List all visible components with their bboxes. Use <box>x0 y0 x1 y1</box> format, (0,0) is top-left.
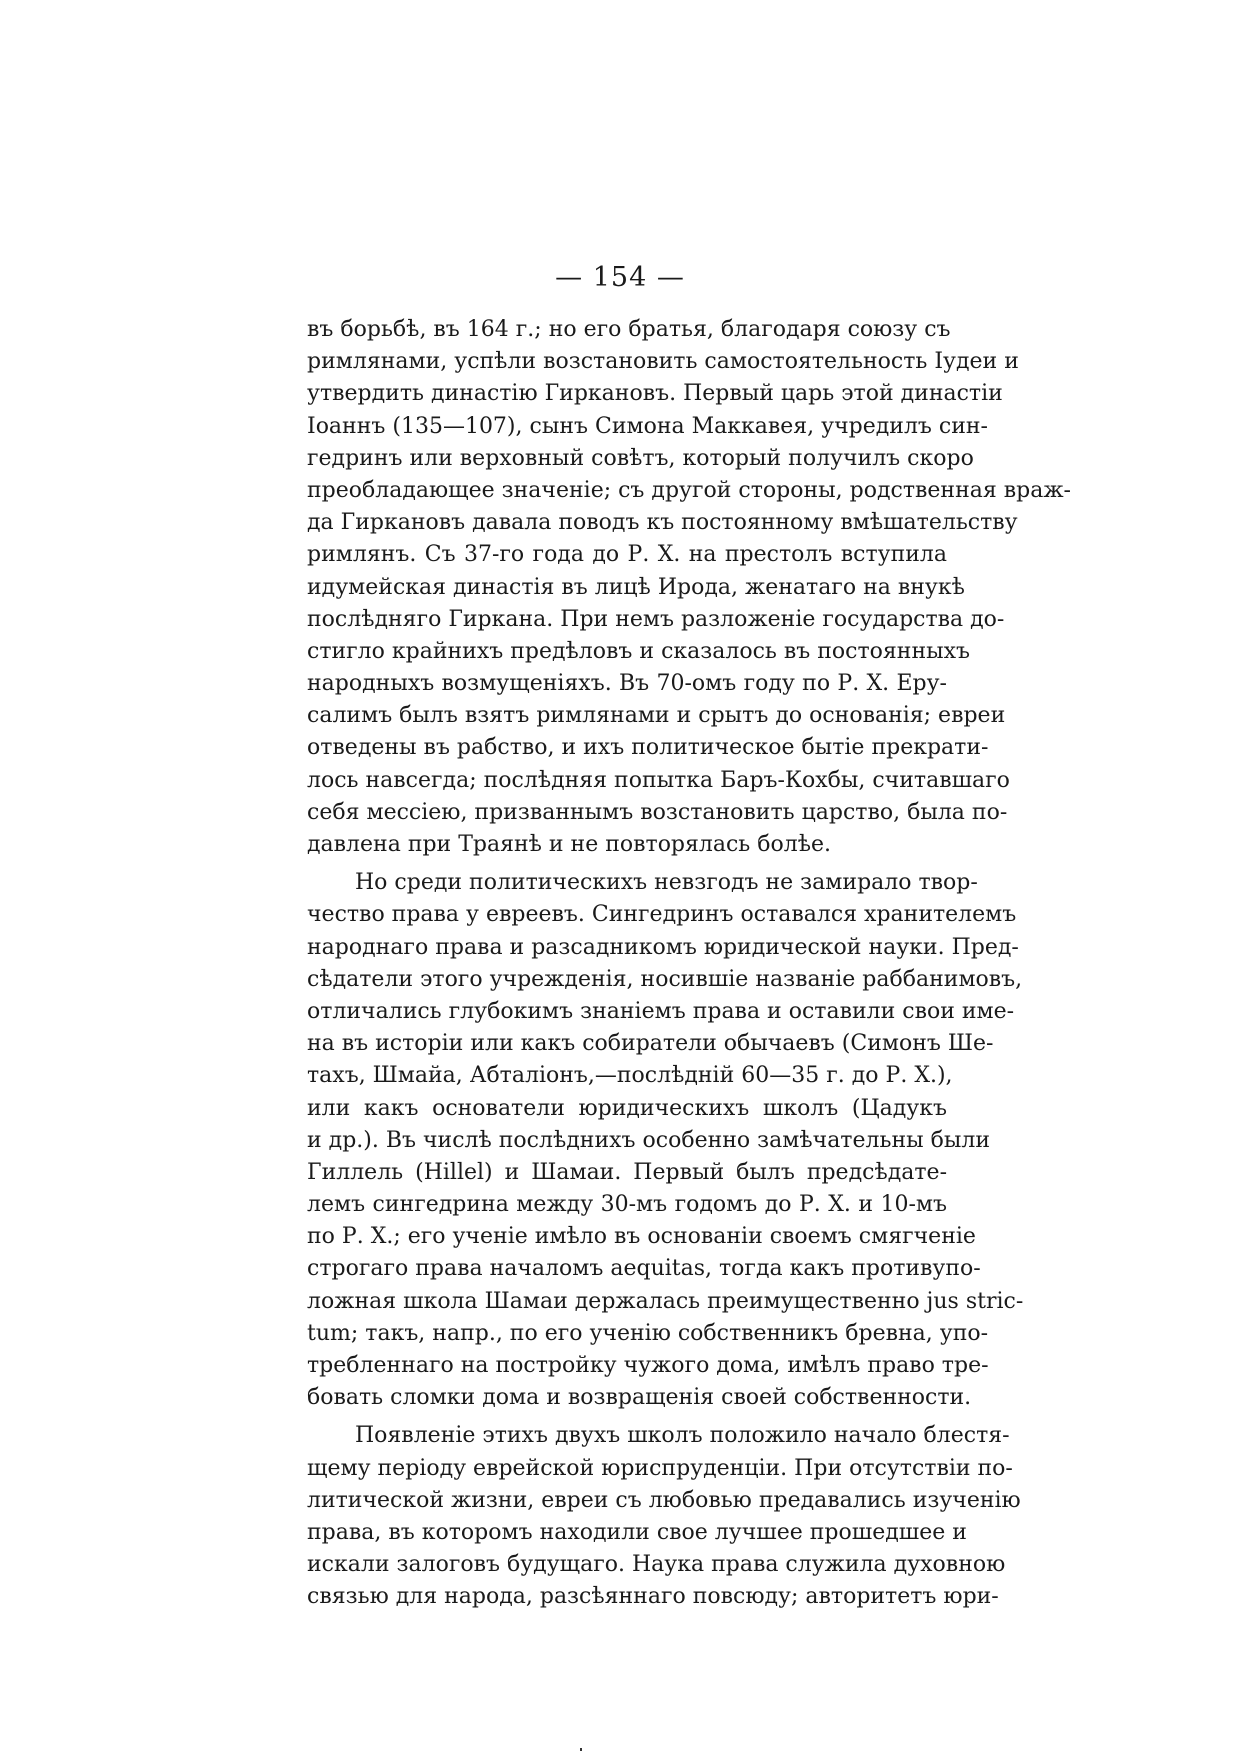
text-line: бовать сломки дома и возвращенія своей собственности. <box>307 1385 972 1411</box>
text-line: Но среди политическихъ невзгодъ не замирало твор- <box>355 870 978 896</box>
text-line: сѣдатели этого учрежденія, носившіе названіе раббанимовъ, <box>307 966 1023 992</box>
text-line: связью для народа, разсѣяннаго повсюду; авторитетъ юри- <box>307 1584 999 1610</box>
text-line: отведены въ рабство, и ихъ политическое бытіе прекрати- <box>307 735 989 761</box>
text-line: tum; такъ, напр., по его ученію собственникъ бревна, упо- <box>307 1320 989 1346</box>
text-line: Гиллель (Hillel) и Шамаи. Первый былъ предсѣдате- <box>307 1159 947 1185</box>
text-line: Іоаннъ (135—107), сынъ Симона Маккавея, учредилъ син- <box>307 413 988 439</box>
text-line: щему періоду еврейской юриспруденціи. При отсутствіи по- <box>307 1455 1013 1481</box>
page-number: — 154 — <box>555 262 685 293</box>
text-line: народнаго права и разсадникомъ юридической науки. Пред- <box>307 934 1019 960</box>
text-line: да Гиркановъ давала поводъ къ постоянному вмѣшательству <box>307 510 1018 536</box>
text-line: тахъ, Шмайа, Абталіонъ,—послѣдній 60—35 г. до Р. Х.), <box>307 1063 953 1089</box>
text-line: литической жизни, евреи съ любовью предавались изученію <box>307 1487 1021 1513</box>
text-line: требленнаго на постройку чужого дома, имѣлъ право тре- <box>307 1353 989 1378</box>
text-line: на въ исторіи или какъ собиратели обычаевъ (Симонъ Ше- <box>307 1031 994 1057</box>
text-line: себя мессіею, призваннымъ возстановить царство, была по- <box>307 799 1008 825</box>
text-line: народныхъ возмущеніяхъ. Въ 70-омъ году по Р. Х. Еру- <box>307 671 947 697</box>
text-line: идумейская династія въ лицѣ Ирода, женатаго на внукѣ <box>307 574 965 600</box>
text-line: или какъ основатели юридическихъ школъ (Цадукъ <box>307 1095 947 1121</box>
text-line: лемъ сингедрина между 30-мъ годомъ до Р. Х. и 10-мъ <box>307 1192 947 1218</box>
text-line: стигло крайнихъ предѣловъ и сказалось въ постоянныхъ <box>307 638 971 664</box>
text-line: салимъ былъ взятъ римлянами и срытъ до основанія; евреи <box>307 703 1006 729</box>
text-line: строгаго права началомъ aequitas, тогда какъ противупо- <box>307 1256 981 1282</box>
paragraph-2 <box>307 867 1024 1414</box>
text-line: гедринъ или верховный совѣтъ, который получилъ скоро <box>307 445 974 471</box>
text-line: искали залоговъ будущаго. Наука права служила духовною <box>307 1552 1006 1578</box>
text-line: и др.). Въ числѣ послѣднихъ особенно замѣчательны были <box>307 1127 991 1153</box>
text-line: преобладающее значеніе; съ другой стороны, родственная враж- <box>307 477 1071 503</box>
text-line: лось навсегда; послѣдняя попытка Баръ-Кохбы, считавшаго <box>307 767 1010 793</box>
text-line: по Р. Х.; его ученіе имѣло въ основаніи своемъ смягченіе <box>307 1224 976 1250</box>
print-speck <box>580 1748 582 1751</box>
text-line: утвердить династію Гиркановъ. Первый царь этой династіи <box>307 381 1003 407</box>
text-line: ложная школа Шамаи держалась преимущественно jus stric- <box>307 1288 1024 1314</box>
text-line: Появленіе этихъ двухъ школъ положило начало блестя- <box>355 1423 1010 1449</box>
text-line: послѣдняго Гиркана. При немъ разложеніе государства до- <box>307 606 1005 632</box>
text-line: давлена при Траянѣ и не повторялась болѣе. <box>307 832 832 857</box>
text-line: отличались глубокимъ знаніемъ права и оставили свои име- <box>307 998 1015 1024</box>
text-line: въ борьбѣ, въ 164 г.; но его братья, благодаря союзу съ <box>307 317 951 342</box>
text-line: римлянъ. Съ 37-го года до Р. Х. на престолъ вступила <box>307 542 947 568</box>
text-line: чество права у евреевъ. Сингедринъ оставался хранителемъ <box>307 902 1017 928</box>
text-line: римлянами, успѣли возстановить самостоятельность Іудеи и <box>307 349 1019 375</box>
paragraph-1 <box>307 314 1071 861</box>
text-line: права, въ которомъ находили свое лучшее прошедшее и <box>307 1519 967 1545</box>
paragraph-3 <box>307 1420 1021 1613</box>
body-text <box>307 314 1071 1620</box>
